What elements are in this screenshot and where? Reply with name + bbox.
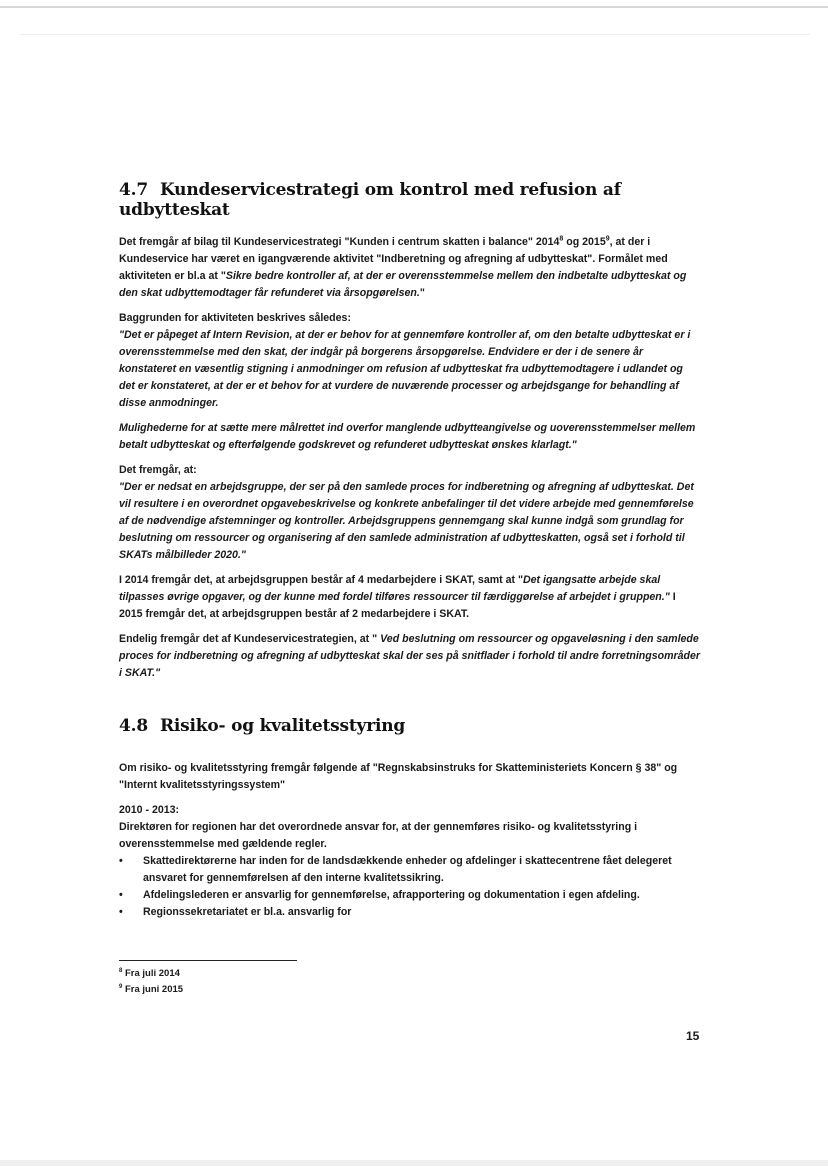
period-heading: 2010 - 2013: <box>119 804 180 816</box>
list-item <box>119 853 701 887</box>
list-item-text: Regionssekretariatet er bl.a. ansvarlig for <box>143 906 352 918</box>
footnote-text: Fra juli 2014 <box>124 968 180 979</box>
footnote-number: 8 <box>119 967 123 974</box>
paragraph-3-quote: Mulighederne for at sætte mere målrettet ind overfor manglende udbytteangivelse og uoverensstemmelser mellem betalt udbytteskat og efterfølgende godskrevet og refunderet udbytteskat ønskes klarlagt." <box>119 422 696 451</box>
paragraph-2-quote: "Det er påpeget af Intern Revision, at der er behov for at gennemføre kontroller af, om den betalte udbytteskat er i overensstemmelse med den skat, der indgår på borgerens årsopgørelse. Endvidere er der i de senere år konstateret en væsentlig stigning i anmodninger om refusion af udbytteskat fra udbyttemodtagere i udlandet og det er konstateret, at der er et behov for at vurdere de nuværende processer og arbejdsgange for behandling af disse anmodninger. <box>119 329 691 409</box>
paragraph-1 <box>119 234 701 302</box>
bullet-icon: • <box>119 889 123 901</box>
section-title: Kundeservicestrategi om kontrol med refusion af udbytteskat <box>119 180 621 220</box>
bullet-icon: • <box>119 855 123 867</box>
paragraph-2-intro: Baggrunden for aktiviteten beskrives således: <box>119 312 351 324</box>
section-number: 4.7 <box>119 180 148 200</box>
paragraph-4-quote: "Der er nedsat en arbejdsgruppe, der ser på den samlede proces for indberetning og afregning af udbytteskat. Det vil resultere i en overordnet opgavebeskrivelse og konkrete anbefalinger til det videre arbejde med gennemførelse af de nødvendige afstemninger og kontroller. Arbejdsgruppens gennemgang skal kunne indgå som grundlag for beslutning om ressourcer og organisering af den samlede administration af udbytteskatten, også set i forhold til SKATs målbilleder 2020." <box>119 481 694 561</box>
quote-text: Sikre bedre kontroller af, at der er overensstemmelse mellem den indbetalte udbytteskat og den skat udbyttemodtager får refunderet via årsopgørelsen. <box>119 270 687 299</box>
quote-text: Ved beslutning om ressourcer og opgaveløsning i den samlede proces for indberetning og afregning af udbytteskat skal der ses på snitflader i forhold til andre forretningsområder i SKAT." <box>119 633 700 679</box>
text-run: og 2015 <box>563 236 606 248</box>
footnote-8 <box>119 968 180 979</box>
text-run: I 2015 fremgår det, at arbejdsgruppen består af 2 medarbejdere i SKAT. <box>119 591 676 620</box>
list-item <box>119 904 701 921</box>
paragraph-1: Om risiko- og kvalitetsstyring fremgår følgende af "Regnskabsinstruks for Skatteministeriets Koncern § 38" og "Internt kvalitetsstyringssystem" <box>119 762 678 791</box>
bullet-list <box>119 853 701 921</box>
text-run: , at der i Kundeservice har været en igangværende aktivitet "Indberetning og afregning af udbytteskat". Formålet med aktiviteten er bl.a at " <box>119 236 668 282</box>
scan-edge-faint <box>20 34 810 35</box>
section-number: 4.8 <box>119 716 148 736</box>
list-item-text: Skattedirektørerne har inden for de landsdækkende enheder og afdelinger i skattecentrene fået delegeret ansvaret for gennemførelsen af den interne kvalitetssikring. <box>143 855 672 884</box>
footnote-9 <box>119 984 183 995</box>
scan-edge-bottom <box>0 1160 828 1166</box>
quote-text: Det igangsatte arbejde skal tilpasses øvrige opgaver, og der kunne med fordel tilføres ressourcer til færdiggørelse af arbejdet i gruppen." <box>119 574 670 603</box>
footnote-text: Fra juni 2015 <box>124 984 184 995</box>
list-item-text: Afdelingslederen er ansvarlig for gennemførelse, afrapportering og dokumentation i egen afdeling. <box>143 889 640 901</box>
paragraph-4-intro: Det fremgår, at: <box>119 464 197 476</box>
footnote-ref-9: 9 <box>605 235 610 243</box>
section-4-7 <box>119 180 701 682</box>
paragraph-2: Direktøren for regionen har det overordnede ansvar for, at der gennemføres risiko- og kvalitetsstyring i overensstemmelse med gældende regler. <box>119 821 638 850</box>
text-run: Det fremgår af bilag til Kundeservicestrategi "Kunden i centrum skatten i balance" 2014 <box>119 236 560 248</box>
text-run: Endelig fremgår det af Kundeservicestrategien, at " <box>119 633 381 645</box>
text-run: " <box>419 287 425 299</box>
page-number: 15 <box>686 1029 700 1043</box>
footnote-number: 9 <box>119 983 123 990</box>
section-heading-4-8 <box>119 716 405 736</box>
footnote-separator <box>119 960 297 961</box>
section-heading-4-7 <box>119 180 701 220</box>
paragraph-5 <box>119 572 701 623</box>
footnote-ref-8: 8 <box>559 235 564 243</box>
section-title: Risiko- og kvalitetsstyring <box>159 716 406 736</box>
paragraph-6 <box>119 631 701 682</box>
list-item <box>119 887 701 904</box>
section-4-8 <box>119 760 701 921</box>
scan-edge-top <box>0 6 828 8</box>
text-run: I 2014 fremgår det, at arbejdsgruppen består af 4 medarbejdere i SKAT, samt at " <box>119 574 523 586</box>
bullet-icon: • <box>119 906 123 918</box>
